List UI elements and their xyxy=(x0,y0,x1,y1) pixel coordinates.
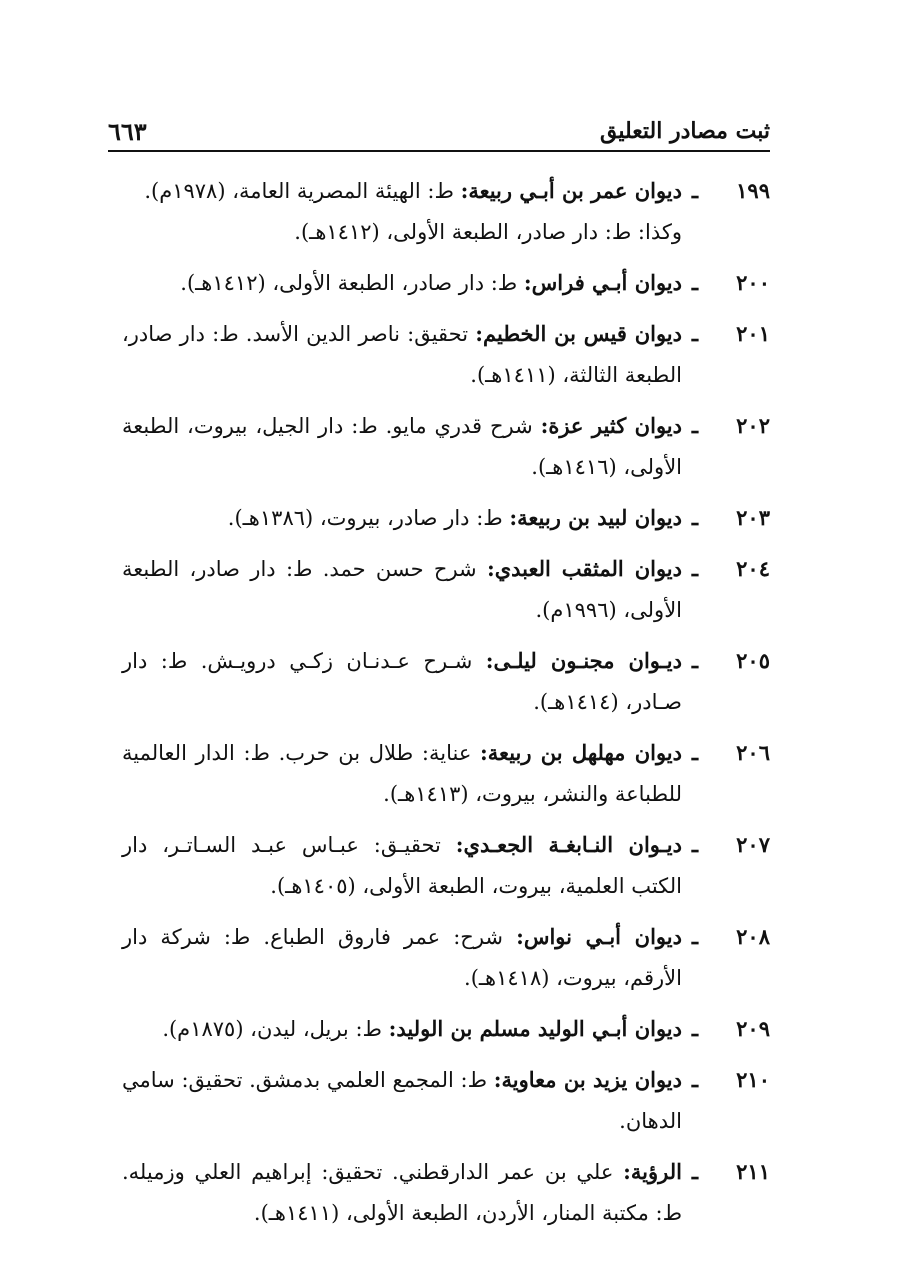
bibliography-list xyxy=(122,170,770,1243)
entry-dash: ـ xyxy=(691,1067,699,1092)
bibliography-entry xyxy=(122,262,770,304)
entry-number: ٢٠٦ xyxy=(736,740,770,765)
entry-dash: ـ xyxy=(691,924,699,949)
bibliography-entry xyxy=(122,170,770,253)
entry-title: ديـوان مجنـون ليلـى: xyxy=(485,648,682,673)
entry-number: ٢١١ xyxy=(736,1159,770,1184)
entry-text: شرح: عمر فاروق الطباع. ط: شركة دار الأرقم، بيروت، (١٤١٨هـ). xyxy=(122,925,682,990)
entry-extra: وكذا: ط: دار صادر، الطبعة الأولى، (١٤١٢هـ). xyxy=(294,220,682,244)
entry-body xyxy=(122,262,682,304)
entry-body xyxy=(122,640,682,723)
bibliography-entry xyxy=(122,916,770,999)
entry-dash: ـ xyxy=(691,413,699,438)
entry-body xyxy=(122,1059,682,1142)
entry-number: ٢٠٤ xyxy=(736,556,770,581)
entry-dash: ـ xyxy=(691,1159,699,1184)
entry-number: ٢٠١ xyxy=(736,321,770,346)
entry-dash: ـ xyxy=(691,832,699,857)
bibliography-entry xyxy=(122,732,770,815)
entry-text: شرح حسن حمد. ط: دار صادر، الطبعة الأولى، (١٩٩٦م). xyxy=(122,557,682,622)
entry-text: تحقيق: ناصر الدين الأسد. ط: دار صادر، الطبعة الثالثة، (١٤١١هـ). xyxy=(122,322,682,387)
entry-dash: ـ xyxy=(691,740,699,765)
entry-title: ديوان لبيد بن ربيعة: xyxy=(509,505,682,530)
entry-number: ٢٠٩ xyxy=(736,1016,770,1041)
entry-text: تحقيـق: عبـاس عبـد السـاتـر، دار الكتب العلمية، بيروت، الطبعة الأولى، (١٤٠٥هـ). xyxy=(122,833,682,898)
entry-text: علي بن عمر الدارقطني. تحقيق: إبراهيم العلي وزميله. ط: مكتبة المنار، الأردن، الطبعة الأولى، (١٤١١هـ). xyxy=(122,1160,682,1225)
entry-text: ط: دار صادر، بيروت، (١٣٨٦هـ). xyxy=(227,506,510,530)
entry-text: شرح قدري مايو. ط: دار الجيل، بيروت، الطبعة الأولى، (١٤١٦هـ). xyxy=(122,414,682,479)
running-title: ثبت مصادر التعليق xyxy=(599,118,770,144)
entry-title: ديوان عمر بن أبـي ربيعة: xyxy=(460,178,682,203)
page-number: ٦٦٣ xyxy=(108,117,147,146)
bibliography-entry xyxy=(122,548,770,631)
bibliography-entry xyxy=(122,1151,770,1234)
entry-body xyxy=(122,497,682,539)
entry-number: ٢٠٠ xyxy=(736,270,770,295)
entry-number: ٢٠٢ xyxy=(736,413,770,438)
entry-dash: ـ xyxy=(691,505,699,530)
entry-text: ط: المجمع العلمي بدمشق. تحقيق: سامي الدهان. xyxy=(122,1068,682,1133)
entry-body xyxy=(122,313,682,396)
entry-number: ٢١٠ xyxy=(736,1067,770,1092)
entry-title: ديوان أبـي الوليد مسلم بن الوليد: xyxy=(388,1016,682,1041)
entry-body xyxy=(122,405,682,488)
bibliography-entry xyxy=(122,640,770,723)
running-header xyxy=(108,108,770,152)
bibliography-entry xyxy=(122,405,770,488)
entry-dash: ـ xyxy=(691,178,699,203)
entry-text: ط: بريل، ليدن، (١٨٧٥م). xyxy=(162,1017,389,1041)
bibliography-entry xyxy=(122,1059,770,1142)
entry-title: ديوان مهلهل بن ربيعة: xyxy=(480,740,682,765)
entry-body xyxy=(122,916,682,999)
entry-dash: ـ xyxy=(691,321,699,346)
entry-number: ٢٠٥ xyxy=(736,648,770,673)
entry-body xyxy=(122,1008,682,1050)
entry-number: ٢٠٣ xyxy=(736,505,770,530)
entry-body xyxy=(122,170,682,253)
entry-title: ديوان قيس بن الخطيم: xyxy=(475,321,682,346)
entry-body xyxy=(122,824,682,907)
entry-number: ٢٠٨ xyxy=(736,924,770,949)
entry-body xyxy=(122,1151,682,1234)
bibliography-entry xyxy=(122,1008,770,1050)
entry-dash: ـ xyxy=(691,1016,699,1041)
entry-dash: ـ xyxy=(691,270,699,295)
entry-title: ديـوان النـابغـة الجعـدي: xyxy=(455,832,683,857)
entry-text: عناية: طلال بن حرب. ط: الدار العالمية للطباعة والنشر، بيروت، (١٤١٣هـ). xyxy=(122,741,682,806)
entry-title: الرؤية: xyxy=(623,1159,682,1184)
bibliography-entry xyxy=(122,497,770,539)
entry-number: ٢٠٧ xyxy=(736,832,770,857)
bibliography-entry xyxy=(122,824,770,907)
entry-dash: ـ xyxy=(691,648,699,673)
entry-title: ديوان أبـي فراس: xyxy=(523,270,682,295)
entry-title: ديوان المثقب العبدي: xyxy=(486,556,682,581)
entry-body xyxy=(122,548,682,631)
entry-body xyxy=(122,732,682,815)
entry-title: ديوان أبـي نواس: xyxy=(516,924,682,949)
entry-title: ديوان يزيد بن معاوية: xyxy=(493,1067,682,1092)
bibliography-entry xyxy=(122,313,770,396)
entry-dash: ـ xyxy=(691,556,699,581)
entry-text: ط: الهيئة المصرية العامة، (١٩٧٨م). xyxy=(144,179,461,203)
entry-text: شـرح عـدنـان زكـي درويـش. ط: دار صـادر، (١٤١٤هـ). xyxy=(122,649,682,714)
entry-title: ديوان كثير عزة: xyxy=(540,413,682,438)
entry-number: ١٩٩ xyxy=(736,178,770,203)
entry-text: ط: دار صادر، الطبعة الأولى، (١٤١٢هـ). xyxy=(180,271,524,295)
